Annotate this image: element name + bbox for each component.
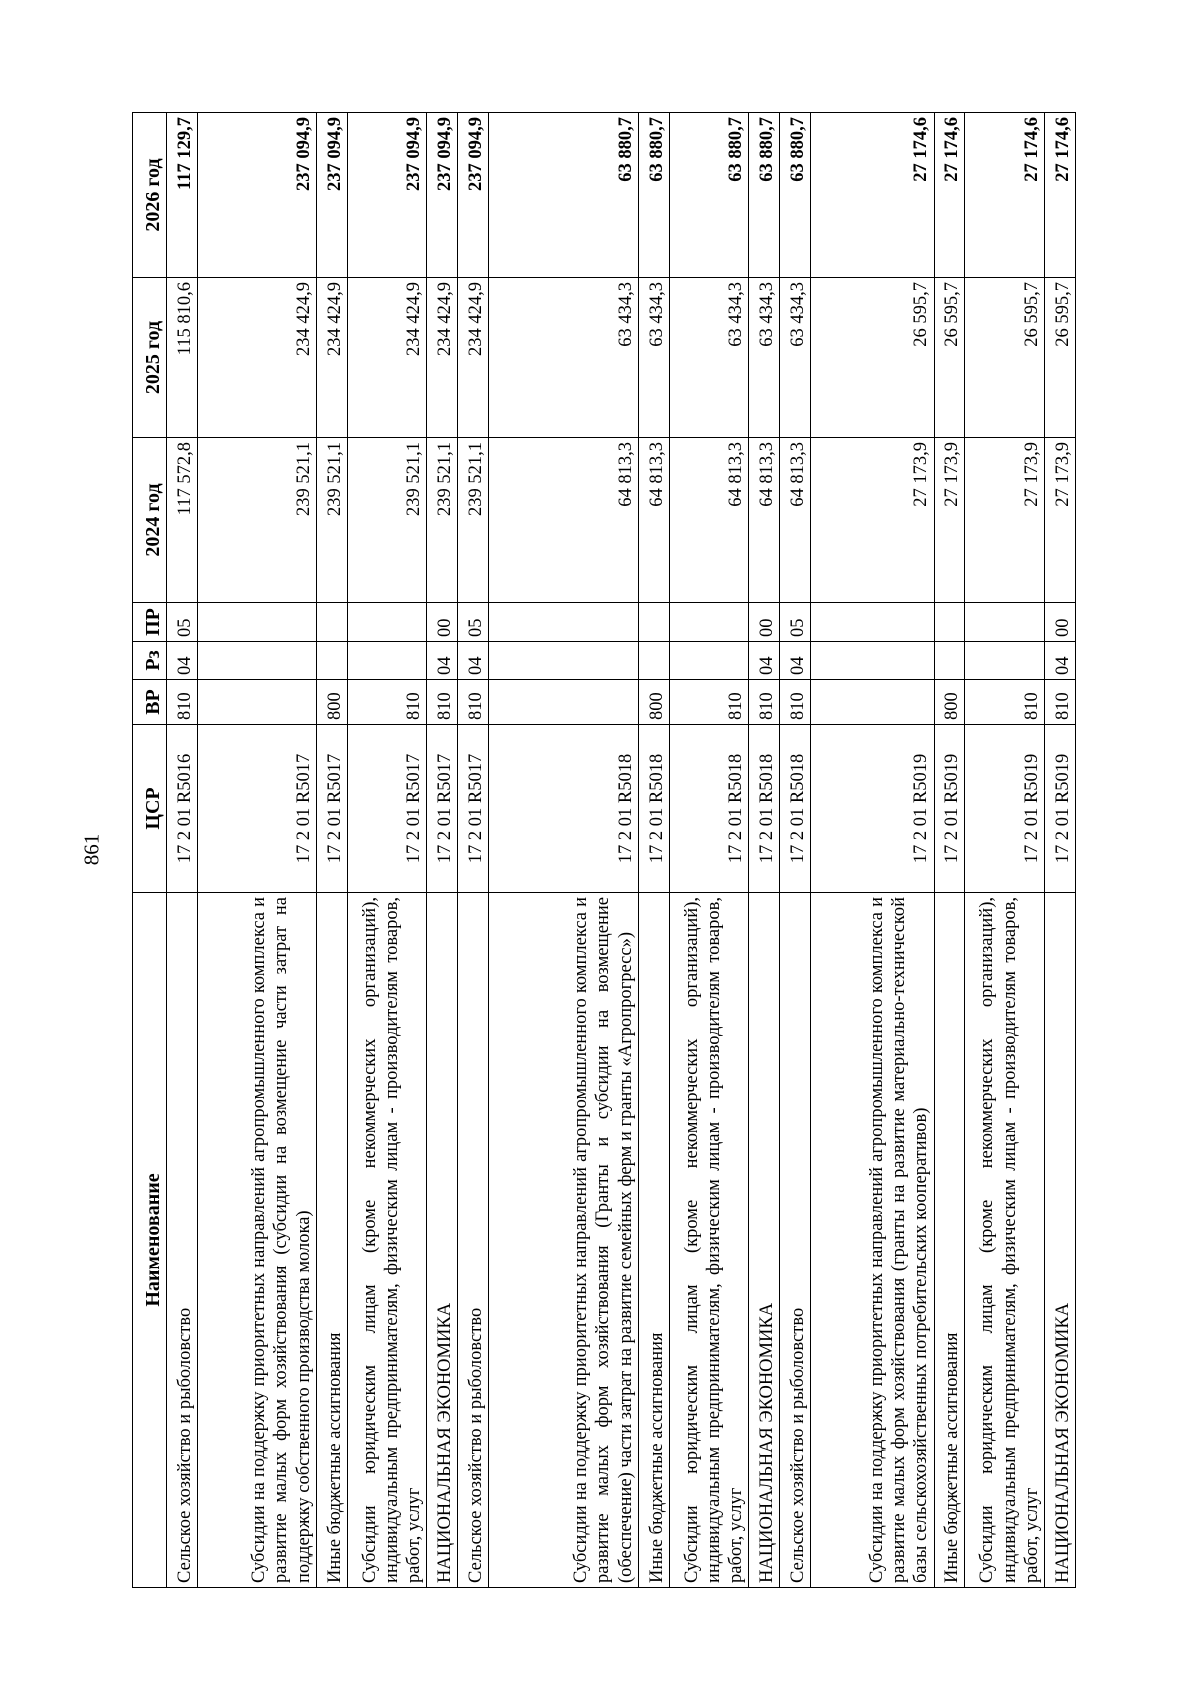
- cell-csr: 17 2 01 R5019: [965, 725, 1045, 893]
- cell-csr: 17 2 01 R5018: [749, 725, 780, 893]
- cell-csr: 17 2 01 R5019: [934, 725, 965, 893]
- cell-name: Сельское хозяйство и рыболовство: [458, 893, 489, 1588]
- cell-pr: [489, 603, 639, 642]
- cell-rz: 04: [427, 642, 458, 680]
- cell-vr: 810: [965, 680, 1045, 725]
- cell-2025: 234 424,9: [427, 278, 458, 438]
- cell-pr: [316, 603, 347, 642]
- table-row: [934, 113, 965, 1588]
- cell-pr: [934, 603, 965, 642]
- header-name: Наименование: [133, 893, 167, 1588]
- cell-csr: 17 2 01 R5018: [489, 725, 639, 893]
- cell-pr: [347, 603, 427, 642]
- cell-2025: 234 424,9: [458, 278, 489, 438]
- cell-2025: 26 595,7: [1045, 278, 1076, 438]
- cell-vr: [197, 680, 316, 725]
- cell-2026: 237 094,9: [458, 113, 489, 278]
- header-2025: 2025 год: [133, 278, 167, 438]
- cell-2024: 64 813,3: [780, 438, 811, 603]
- cell-2024: 117 572,8: [167, 438, 198, 603]
- cell-rz: 04: [167, 642, 198, 680]
- cell-name: Иные бюджетные ассигнования: [316, 893, 347, 1588]
- cell-vr: 810: [167, 680, 198, 725]
- cell-name: НАЦИОНАЛЬНАЯ ЭКОНОМИКА: [427, 893, 458, 1588]
- cell-pr: [669, 603, 749, 642]
- cell-vr: 810: [427, 680, 458, 725]
- cell-rz: 04: [780, 642, 811, 680]
- header-2026: 2026 год: [133, 113, 167, 278]
- cell-name: Субсидии на поддержку приоритетных направлений агропромышленного комплекса и развитие малых форм хозяйствования (Гранты и субсидии на возмещение (обеспечение) части затрат на развитие семейных ферм и гранты «Агропрогресс»): [489, 893, 639, 1588]
- cell-2024: 27 173,9: [934, 438, 965, 603]
- table-row: [1045, 113, 1076, 1588]
- cell-2026: 63 880,7: [638, 113, 669, 278]
- cell-2025: 63 434,3: [489, 278, 639, 438]
- page-number: 861: [79, 833, 104, 866]
- budget-table: [132, 112, 1076, 1588]
- cell-2024: 239 521,1: [458, 438, 489, 603]
- cell-vr: [489, 680, 639, 725]
- cell-csr: 17 2 01 R5018: [638, 725, 669, 893]
- header-pr: ПР: [133, 603, 167, 642]
- table-row: [811, 113, 935, 1588]
- cell-2024: 64 813,3: [489, 438, 639, 603]
- cell-2024: 27 173,9: [965, 438, 1045, 603]
- cell-2026: 63 880,7: [780, 113, 811, 278]
- cell-name: Субсидии юридическим лицам (кроме некоммерческих организаций), индивидуальным предпринимателям, физическим лицам - производителям товаров, работ, услуг: [347, 893, 427, 1588]
- cell-2026: 63 880,7: [749, 113, 780, 278]
- cell-2025: 63 434,3: [749, 278, 780, 438]
- cell-csr: 17 2 01 R5017: [427, 725, 458, 893]
- table-body: [167, 113, 1076, 1588]
- cell-pr: 00: [749, 603, 780, 642]
- cell-2024: 27 173,9: [1045, 438, 1076, 603]
- cell-vr: 810: [1045, 680, 1076, 725]
- table-row: [427, 113, 458, 1588]
- cell-2026: 63 880,7: [669, 113, 749, 278]
- cell-rz: [347, 642, 427, 680]
- cell-2026: 63 880,7: [489, 113, 639, 278]
- cell-pr: [197, 603, 316, 642]
- cell-2024: 239 521,1: [316, 438, 347, 603]
- cell-2026: 237 094,9: [427, 113, 458, 278]
- table-row: [458, 113, 489, 1588]
- header-csr: ЦСР: [133, 725, 167, 893]
- cell-2025: 234 424,9: [316, 278, 347, 438]
- header-2024: 2024 год: [133, 438, 167, 603]
- cell-2025: 63 434,3: [638, 278, 669, 438]
- cell-csr: 17 2 01 R5017: [458, 725, 489, 893]
- cell-pr: 05: [780, 603, 811, 642]
- table-row: [965, 113, 1045, 1588]
- cell-pr: 05: [167, 603, 198, 642]
- cell-2025: 26 595,7: [965, 278, 1045, 438]
- cell-vr: [811, 680, 935, 725]
- cell-2024: 27 173,9: [811, 438, 935, 603]
- cell-rz: 04: [458, 642, 489, 680]
- table-row: [316, 113, 347, 1588]
- cell-rz: 04: [1045, 642, 1076, 680]
- table-header-row: [133, 113, 167, 1588]
- cell-2026: 237 094,9: [347, 113, 427, 278]
- cell-vr: 800: [316, 680, 347, 725]
- header-rz: Рз: [133, 642, 167, 680]
- cell-2025: 63 434,3: [669, 278, 749, 438]
- cell-2026: 27 174,6: [811, 113, 935, 278]
- cell-rz: [489, 642, 639, 680]
- cell-2026: 27 174,6: [1045, 113, 1076, 278]
- cell-2025: 234 424,9: [347, 278, 427, 438]
- cell-2024: 64 813,3: [638, 438, 669, 603]
- cell-2025: 234 424,9: [197, 278, 316, 438]
- table-row: [669, 113, 749, 1588]
- cell-csr: 17 2 01 R5019: [811, 725, 935, 893]
- cell-name: Иные бюджетные ассигнования: [638, 893, 669, 1588]
- cell-name: Иные бюджетные ассигнования: [934, 893, 965, 1588]
- cell-2024: 239 521,1: [427, 438, 458, 603]
- table-row: [749, 113, 780, 1588]
- cell-2026: 237 094,9: [316, 113, 347, 278]
- cell-vr: 810: [669, 680, 749, 725]
- cell-name: НАЦИОНАЛЬНАЯ ЭКОНОМИКА: [749, 893, 780, 1588]
- cell-csr: 17 2 01 R5017: [316, 725, 347, 893]
- cell-name: НАЦИОНАЛЬНАЯ ЭКОНОМИКА: [1045, 893, 1076, 1588]
- cell-rz: [811, 642, 935, 680]
- cell-2026: 237 094,9: [197, 113, 316, 278]
- cell-rz: 04: [749, 642, 780, 680]
- cell-vr: 800: [638, 680, 669, 725]
- table-row: [638, 113, 669, 1588]
- cell-pr: [965, 603, 1045, 642]
- cell-rz: [669, 642, 749, 680]
- budget-table-container: [132, 113, 1076, 1588]
- cell-2025: 26 595,7: [934, 278, 965, 438]
- cell-rz: [316, 642, 347, 680]
- cell-vr: 800: [934, 680, 965, 725]
- cell-rz: [965, 642, 1045, 680]
- cell-pr: [811, 603, 935, 642]
- table-row: [489, 113, 639, 1588]
- cell-2024: 239 521,1: [197, 438, 316, 603]
- table-row: [780, 113, 811, 1588]
- table-row: [197, 113, 316, 1588]
- cell-csr: 17 2 01 R5017: [197, 725, 316, 893]
- cell-name: Сельское хозяйство и рыболовство: [780, 893, 811, 1588]
- cell-pr: 00: [427, 603, 458, 642]
- cell-2026: 27 174,6: [965, 113, 1045, 278]
- cell-csr: 17 2 01 R5017: [347, 725, 427, 893]
- cell-2026: 27 174,6: [934, 113, 965, 278]
- cell-name: Субсидии юридическим лицам (кроме некоммерческих организаций), индивидуальным предпринимателям, физическим лицам - производителям товаров, работ, услуг: [965, 893, 1045, 1588]
- cell-csr: 17 2 01 R5018: [669, 725, 749, 893]
- cell-rz: [197, 642, 316, 680]
- cell-vr: 810: [780, 680, 811, 725]
- cell-vr: 810: [749, 680, 780, 725]
- cell-vr: 810: [347, 680, 427, 725]
- cell-name: Субсидии на поддержку приоритетных направлений агропромышленного комплекса и развитие малых форм хозяйствования (гранты на развитие материально-технической базы сельскохозяйственных потребительских кооперативов): [811, 893, 935, 1588]
- cell-name: Субсидии юридическим лицам (кроме некоммерческих организаций), индивидуальным предпринимателям, физическим лицам - производителям товаров, работ, услуг: [669, 893, 749, 1588]
- cell-2024: 239 521,1: [347, 438, 427, 603]
- table-row: [347, 113, 427, 1588]
- cell-csr: 17 2 01 R5019: [1045, 725, 1076, 893]
- cell-2025: 115 810,6: [167, 278, 198, 438]
- table-row: [167, 113, 198, 1588]
- cell-2026: 117 129,7: [167, 113, 198, 278]
- cell-name: Субсидии на поддержку приоритетных направлений агропромышленного комплекса и развитие малых форм хозяйствования (субсидии на возмещение части затрат на поддержку собственного производства молока): [197, 893, 316, 1588]
- cell-pr: [638, 603, 669, 642]
- cell-rz: [638, 642, 669, 680]
- cell-csr: 17 2 01 R5018: [780, 725, 811, 893]
- cell-2024: 64 813,3: [669, 438, 749, 603]
- cell-2025: 26 595,7: [811, 278, 935, 438]
- cell-pr: 00: [1045, 603, 1076, 642]
- cell-vr: 810: [458, 680, 489, 725]
- cell-name: Сельское хозяйство и рыболовство: [167, 893, 198, 1588]
- cell-pr: 05: [458, 603, 489, 642]
- cell-2025: 63 434,3: [780, 278, 811, 438]
- cell-2024: 64 813,3: [749, 438, 780, 603]
- cell-csr: 17 2 01 R5016: [167, 725, 198, 893]
- header-vr: ВР: [133, 680, 167, 725]
- cell-rz: [934, 642, 965, 680]
